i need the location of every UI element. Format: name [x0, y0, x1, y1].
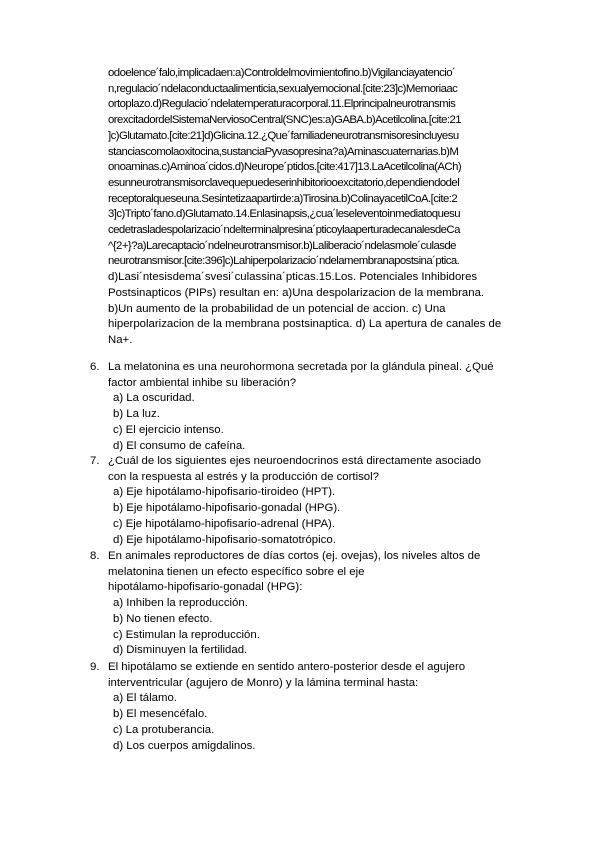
stem-line: factor ambiental inhibe su liberación?	[108, 376, 297, 389]
stem-line: ¿Cuál de los siguientes ejes neuroendocrinos está directamente asociado	[108, 455, 481, 467]
continuation-line: 3]c)Tripto´fano.d)Glutamato.14.Enlasinapsis,¿cua´leseleventoinmediatoquesu	[108, 208, 461, 221]
continuation-paragraph	[108, 66, 530, 349]
question-number: 8.	[90, 550, 100, 562]
option-c: c) Eje hipotálamo-hipofisario-adrenal (HPA).	[113, 517, 335, 530]
continuation-line: Postsinapticos (PIPs) resultan en: a)Una despolarizacion de la membrana.	[108, 286, 485, 299]
options-list	[113, 391, 245, 454]
continuation-line: cedetrasladespolarizacio´ndelterminalpresina´pticoylaaperturadecanalesdeCa	[108, 224, 460, 237]
continuation-line: ^{2+}?a)Larecaptacio´ndelneurotransmisor.b)Laliberacio´ndelasmole´culasde	[108, 239, 456, 252]
continuation-line: neurotransmisor.[cite:396]c)Lahiperpolarizacio´ndelamembranapostsina´ptica.	[108, 255, 460, 268]
question-number: 9.	[90, 661, 100, 673]
options-list	[113, 596, 260, 659]
continuation-line: b)Un aumento de la probabilidad de un potencial de accion. c) Una	[108, 302, 446, 315]
option-b: b) No tienen efecto.	[113, 612, 213, 625]
option-d: d) Disminuyen la fertilidad.	[113, 644, 248, 657]
continuation-line: orexcitadordelSistemaNerviosoCentral(SNC)es:a)GABA.b)Acetilcolina.[cite:21	[108, 114, 462, 127]
question-number: 7.	[90, 455, 100, 467]
options-list	[113, 485, 340, 548]
stem-line: hipotálamo-hipofisario-gonadal (HPG):	[108, 581, 303, 594]
stem-line: melatonina tienen un efecto específico sobre el eje	[108, 565, 365, 578]
continuation-line: d)Lasi´ntesisdema´svesi´culassina´pticas.15.Los. Potenciales Inhibidores	[108, 271, 478, 284]
stem-line: con la respuesta al estrés y la producción de cortisol?	[108, 470, 379, 483]
stem-line: En animales reproductores de días cortos (ej. ovejas), los niveles altos de	[108, 550, 481, 562]
continuation-line: Na+.	[108, 333, 133, 346]
question-stem	[108, 549, 528, 596]
continuation-line: hiperpolarizacion de la membrana postsinaptica. d) La apertura de canales de	[108, 318, 502, 331]
question-stem	[108, 660, 528, 691]
stem-line: La melatonina es una neurohormona secretada por la glándula pineal. ¿Qué	[108, 361, 494, 373]
option-b: b) El mesencéfalo.	[113, 708, 208, 721]
continuation-line: onoaminas.c)Aminoa´cidos.d)Neurope´ptidos.[cite:417]13.LaAcetilcolina(ACh)	[108, 161, 462, 174]
option-a: a) La oscuridad.	[113, 392, 195, 405]
option-b: b) Eje hipotálamo-hipofisario-gonadal (HPG).	[113, 502, 341, 515]
continuation-line: odoelence´falo,implicadaen:a)Controldelmovimientofino.b)Vigilanciayatencio´	[108, 67, 456, 79]
continuation-line: receptoralqueseuna.Sesintetizaapartirde:a)Tirosina.b)ColinayacetilCoA.[cite:2	[108, 192, 458, 205]
option-d: d) Eje hipotálamo-hipofisario-somatotrópico.	[113, 533, 336, 546]
continuation-line: stanciascomolaoxitocina,sustanciaPyvasopresina?a)Aminascuaternarias.b)M	[108, 145, 459, 158]
options-list	[113, 691, 255, 754]
question-number: 6.	[90, 361, 100, 373]
option-a: a) Eje hipotálamo-hipofisario-tiroideo (HPT).	[113, 486, 336, 499]
option-d: d) El consumo de cafeína.	[113, 439, 246, 452]
question-stem	[108, 360, 528, 391]
continuation-line: ortoplazo.d)Regulacio´ndelatemperaturacorporal.11.Elprincipalneurotransmis	[108, 98, 456, 111]
continuation-line: n,regulacio´ndelaconductaalimenticia,sexualyemocional.[cite:23]c)Memoriaac	[108, 82, 458, 95]
option-a: a) Inhiben la reproducción.	[113, 597, 248, 610]
stem-line: El hipotálamo se extiende en sentido antero-posterior desde el agujero	[108, 661, 466, 673]
option-b: b) La luz.	[113, 408, 160, 421]
continuation-line: esunneurotransmisorclavequepuedeserinhibitoriooexcitatorio,dependiendodel	[108, 176, 460, 189]
stem-line: interventricular (agujero de Monro) y la lámina terminal hasta:	[108, 676, 419, 689]
question-stem	[108, 454, 528, 485]
option-c: c) El ejercicio intenso.	[113, 423, 224, 436]
continuation-line: ]c)Glutamato.[cite:21]d)Glicina.12.¿Que´familiadeneurotransmisoresincluyesu	[108, 129, 459, 142]
option-d: d) Los cuerpos amigdalinos.	[113, 739, 256, 752]
option-a: a) El tálamo.	[113, 692, 177, 705]
option-c: c) Estimulan la reproducción.	[113, 628, 260, 641]
option-c: c) La protuberancia.	[113, 723, 215, 736]
